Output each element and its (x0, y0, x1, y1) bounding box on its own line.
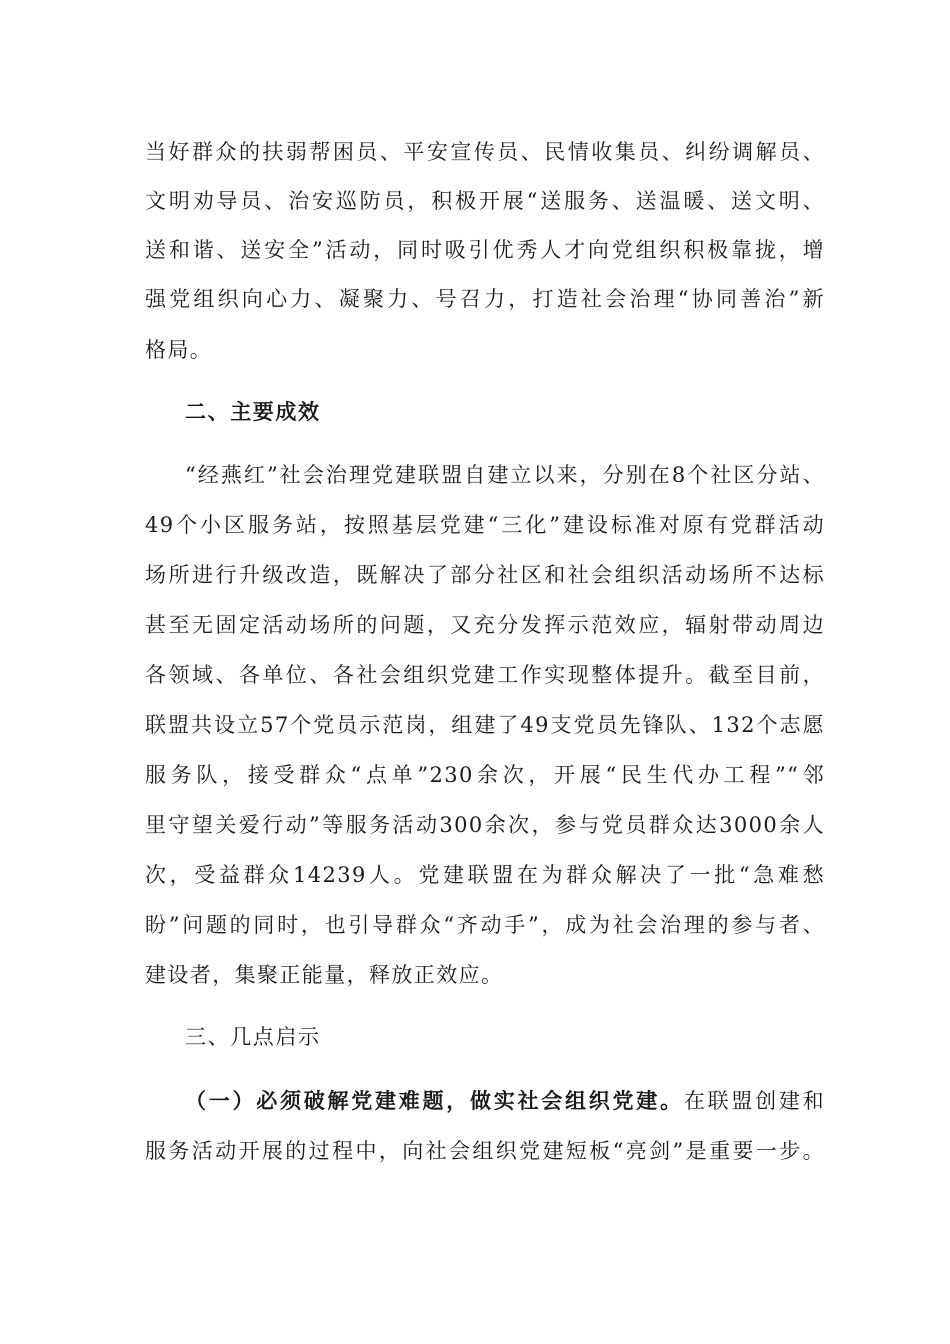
paragraph-2-line-2: 49个小区服务站，按照基层党建“三化”建设标准对原有党群活动 (145, 513, 825, 537)
section-heading-insights: 三、几点启示 (185, 1025, 321, 1049)
paragraph-1-line-2: 文明劝导员、治安巡防员，积极开展“送服务、送温暖、送文明、 (145, 189, 825, 213)
paragraph-2-line-1: “经燕红”社会治理党建联盟自建立以来，分别在8个社区分站、 (185, 463, 825, 487)
paragraph-3-line-1 (185, 1086, 825, 1116)
paragraph-2-line-4: 甚至无固定活动场所的问题，又充分发挥示范效应，辐射带动周边 (145, 613, 825, 637)
paragraph-2-line-5: 各领域、各单位、各社会组织党建工作实现整体提升。截至目前， (145, 663, 825, 687)
section-heading-main-results: 二、主要成效 (185, 399, 321, 424)
paragraph-2-line-11: 建设者，集聚正能量，释放正效应。 (145, 963, 504, 987)
paragraph-2-line-3: 场所进行升级改造，既解决了部分社区和社会组织活动场所不达标 (145, 563, 825, 587)
paragraph-2-line-10: 盼”问题的同时，也引导群众“齐动手”，成为社会治理的参与者、 (145, 913, 825, 937)
paragraph-3-lead-rest: 在联盟创建和 (683, 1089, 825, 1113)
paragraph-2-line-8: 里守望关爱行动”等服务活动300余次，参与党员群众达3000余人 (145, 813, 825, 837)
subheading-1-bold: （一）必须破解党建难题，做实社会组织党建。 (185, 1088, 684, 1113)
paragraph-2-line-6: 联盟共设立57个党员示范岗，组建了49支党员先锋队、132个志愿 (145, 713, 825, 737)
paragraph-1-line-4: 强党组织向心力、凝聚力、号召力，打造社会治理“协同善治”新 (145, 287, 825, 311)
paragraph-2-line-7: 服务队，接受群众“点单”230余次，开展“民生代办工程”“邻 (145, 763, 825, 787)
paragraph-1-line-1: 当好群众的扶弱帮困员、平安宣传员、民情收集员、纠纷调解员、 (145, 140, 825, 164)
paragraph-3-line-2: 服务活动开展的过程中，向社会组织党建短板“亮剑”是重要一步。 (145, 1139, 825, 1163)
paragraph-2-line-9: 次，受益群众14239人。党建联盟在为群众解决了一批“急难愁 (145, 863, 825, 887)
paragraph-1-line-5: 格局。 (145, 338, 213, 362)
paragraph-1-line-3: 送和谐、送安全”活动，同时吸引优秀人才向党组织积极靠拢，增 (145, 238, 825, 262)
